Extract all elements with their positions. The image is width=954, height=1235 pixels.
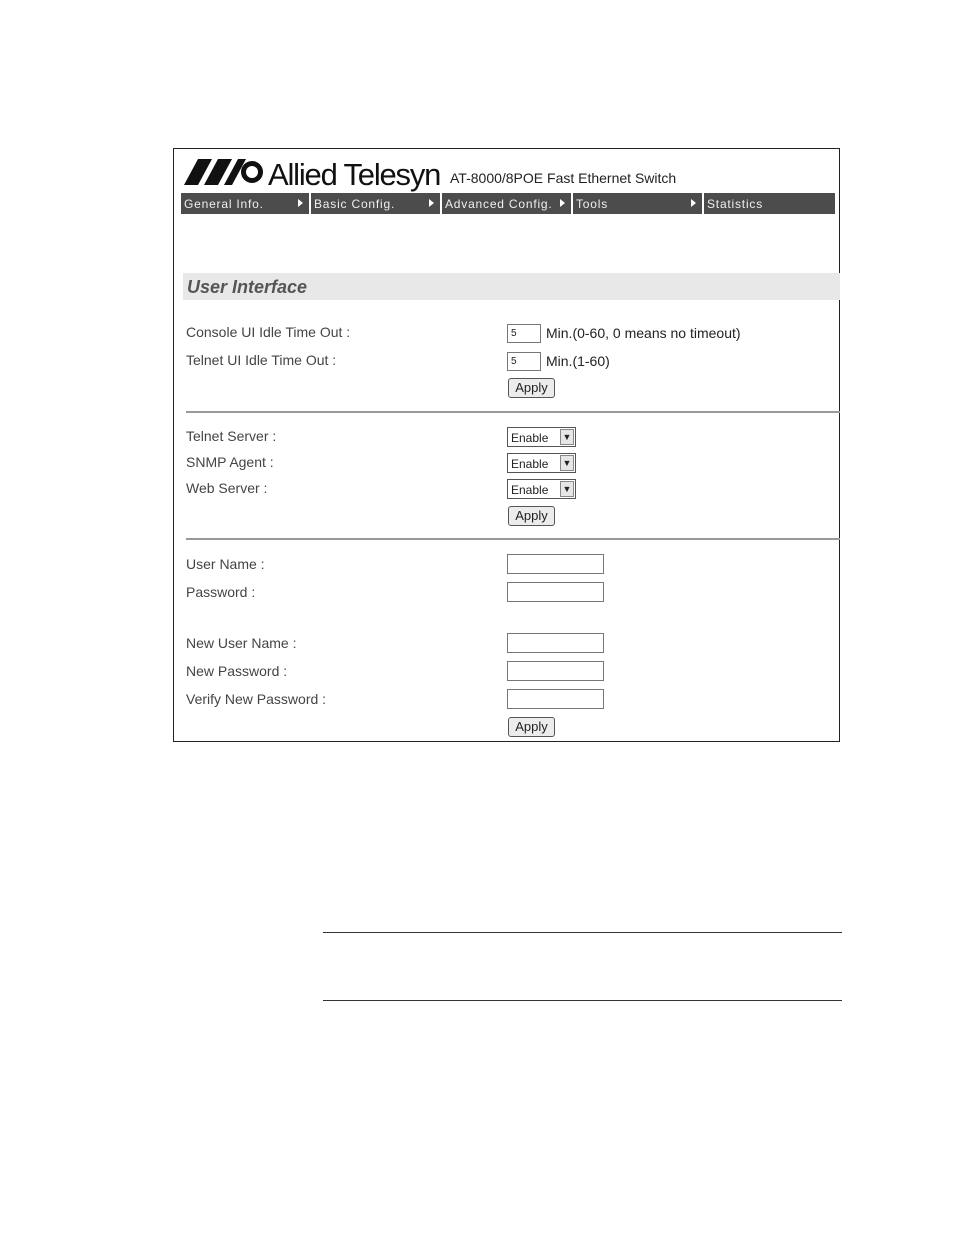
telnet-server-select[interactable] xyxy=(507,427,576,447)
page-rule-top xyxy=(323,932,842,933)
menu-label: General Info. xyxy=(184,197,264,211)
triangle-right-icon xyxy=(429,199,434,207)
verify-password-label: Verify New Password : xyxy=(186,691,327,707)
header xyxy=(182,155,822,193)
snmp-agent-select[interactable] xyxy=(507,453,576,473)
triangle-right-icon xyxy=(298,199,303,207)
apply-timeouts-button[interactable]: Apply xyxy=(508,378,555,398)
telnet-timeout-unit: Min.(1-60) xyxy=(546,353,610,369)
section-header xyxy=(183,273,840,300)
menu-statistics[interactable] xyxy=(704,193,835,214)
telnet-server-value: Enable xyxy=(511,431,549,445)
triangle-right-icon xyxy=(560,199,565,207)
menu-tools[interactable] xyxy=(573,193,702,214)
web-server-select[interactable] xyxy=(507,479,576,499)
menu-label: Basic Config. xyxy=(314,197,396,211)
telnet-server-label: Telnet Server : xyxy=(186,428,277,444)
user-name-input[interactable] xyxy=(507,554,604,574)
chevron-down-icon[interactable]: ▼ xyxy=(560,429,574,445)
menu-basic-config[interactable] xyxy=(311,193,440,214)
password-input[interactable] xyxy=(507,582,604,602)
console-timeout-unit: Min.(0-60, 0 means no timeout) xyxy=(546,325,741,341)
apply-servers-button[interactable]: Apply xyxy=(508,506,555,526)
menu-label: Tools xyxy=(576,197,609,211)
allied-telesyn-logo-icon xyxy=(184,159,264,185)
console-timeout-label: Console UI Idle Time Out : xyxy=(186,324,351,340)
divider xyxy=(186,538,840,540)
snmp-agent-label: SNMP Agent : xyxy=(186,454,274,470)
new-password-input[interactable] xyxy=(507,661,604,681)
apply-credentials-button[interactable]: Apply xyxy=(508,717,555,737)
new-user-name-label: New User Name : xyxy=(186,635,297,651)
new-password-label: New Password : xyxy=(186,663,288,679)
menu-label: Statistics xyxy=(707,197,764,211)
chevron-down-icon[interactable]: ▼ xyxy=(560,455,574,471)
new-user-name-input[interactable] xyxy=(507,633,604,653)
menu-general-info[interactable] xyxy=(181,193,309,214)
web-server-value: Enable xyxy=(511,483,549,497)
brand-name: Allied Telesyn xyxy=(268,157,441,192)
product-name: AT-8000/8POE Fast Ethernet Switch xyxy=(450,170,677,186)
telnet-timeout-input[interactable] xyxy=(507,352,541,371)
web-server-label: Web Server : xyxy=(186,480,268,496)
menu-advanced-config[interactable] xyxy=(442,193,571,214)
telnet-timeout-label: Telnet UI Idle Time Out : xyxy=(186,352,337,368)
user-name-label: User Name : xyxy=(186,556,265,572)
web-interface-frame xyxy=(173,148,840,742)
menu-label: Advanced Config. xyxy=(445,197,553,211)
page-rule-bottom xyxy=(323,1000,842,1001)
password-label: Password : xyxy=(186,584,256,600)
chevron-down-icon[interactable]: ▼ xyxy=(560,481,574,497)
console-timeout-input[interactable] xyxy=(507,324,541,343)
triangle-right-icon xyxy=(691,199,696,207)
main-menu xyxy=(181,193,835,214)
snmp-agent-value: Enable xyxy=(511,457,549,471)
page-title: User Interface xyxy=(187,277,308,297)
verify-password-input[interactable] xyxy=(507,689,604,709)
divider xyxy=(186,411,840,413)
